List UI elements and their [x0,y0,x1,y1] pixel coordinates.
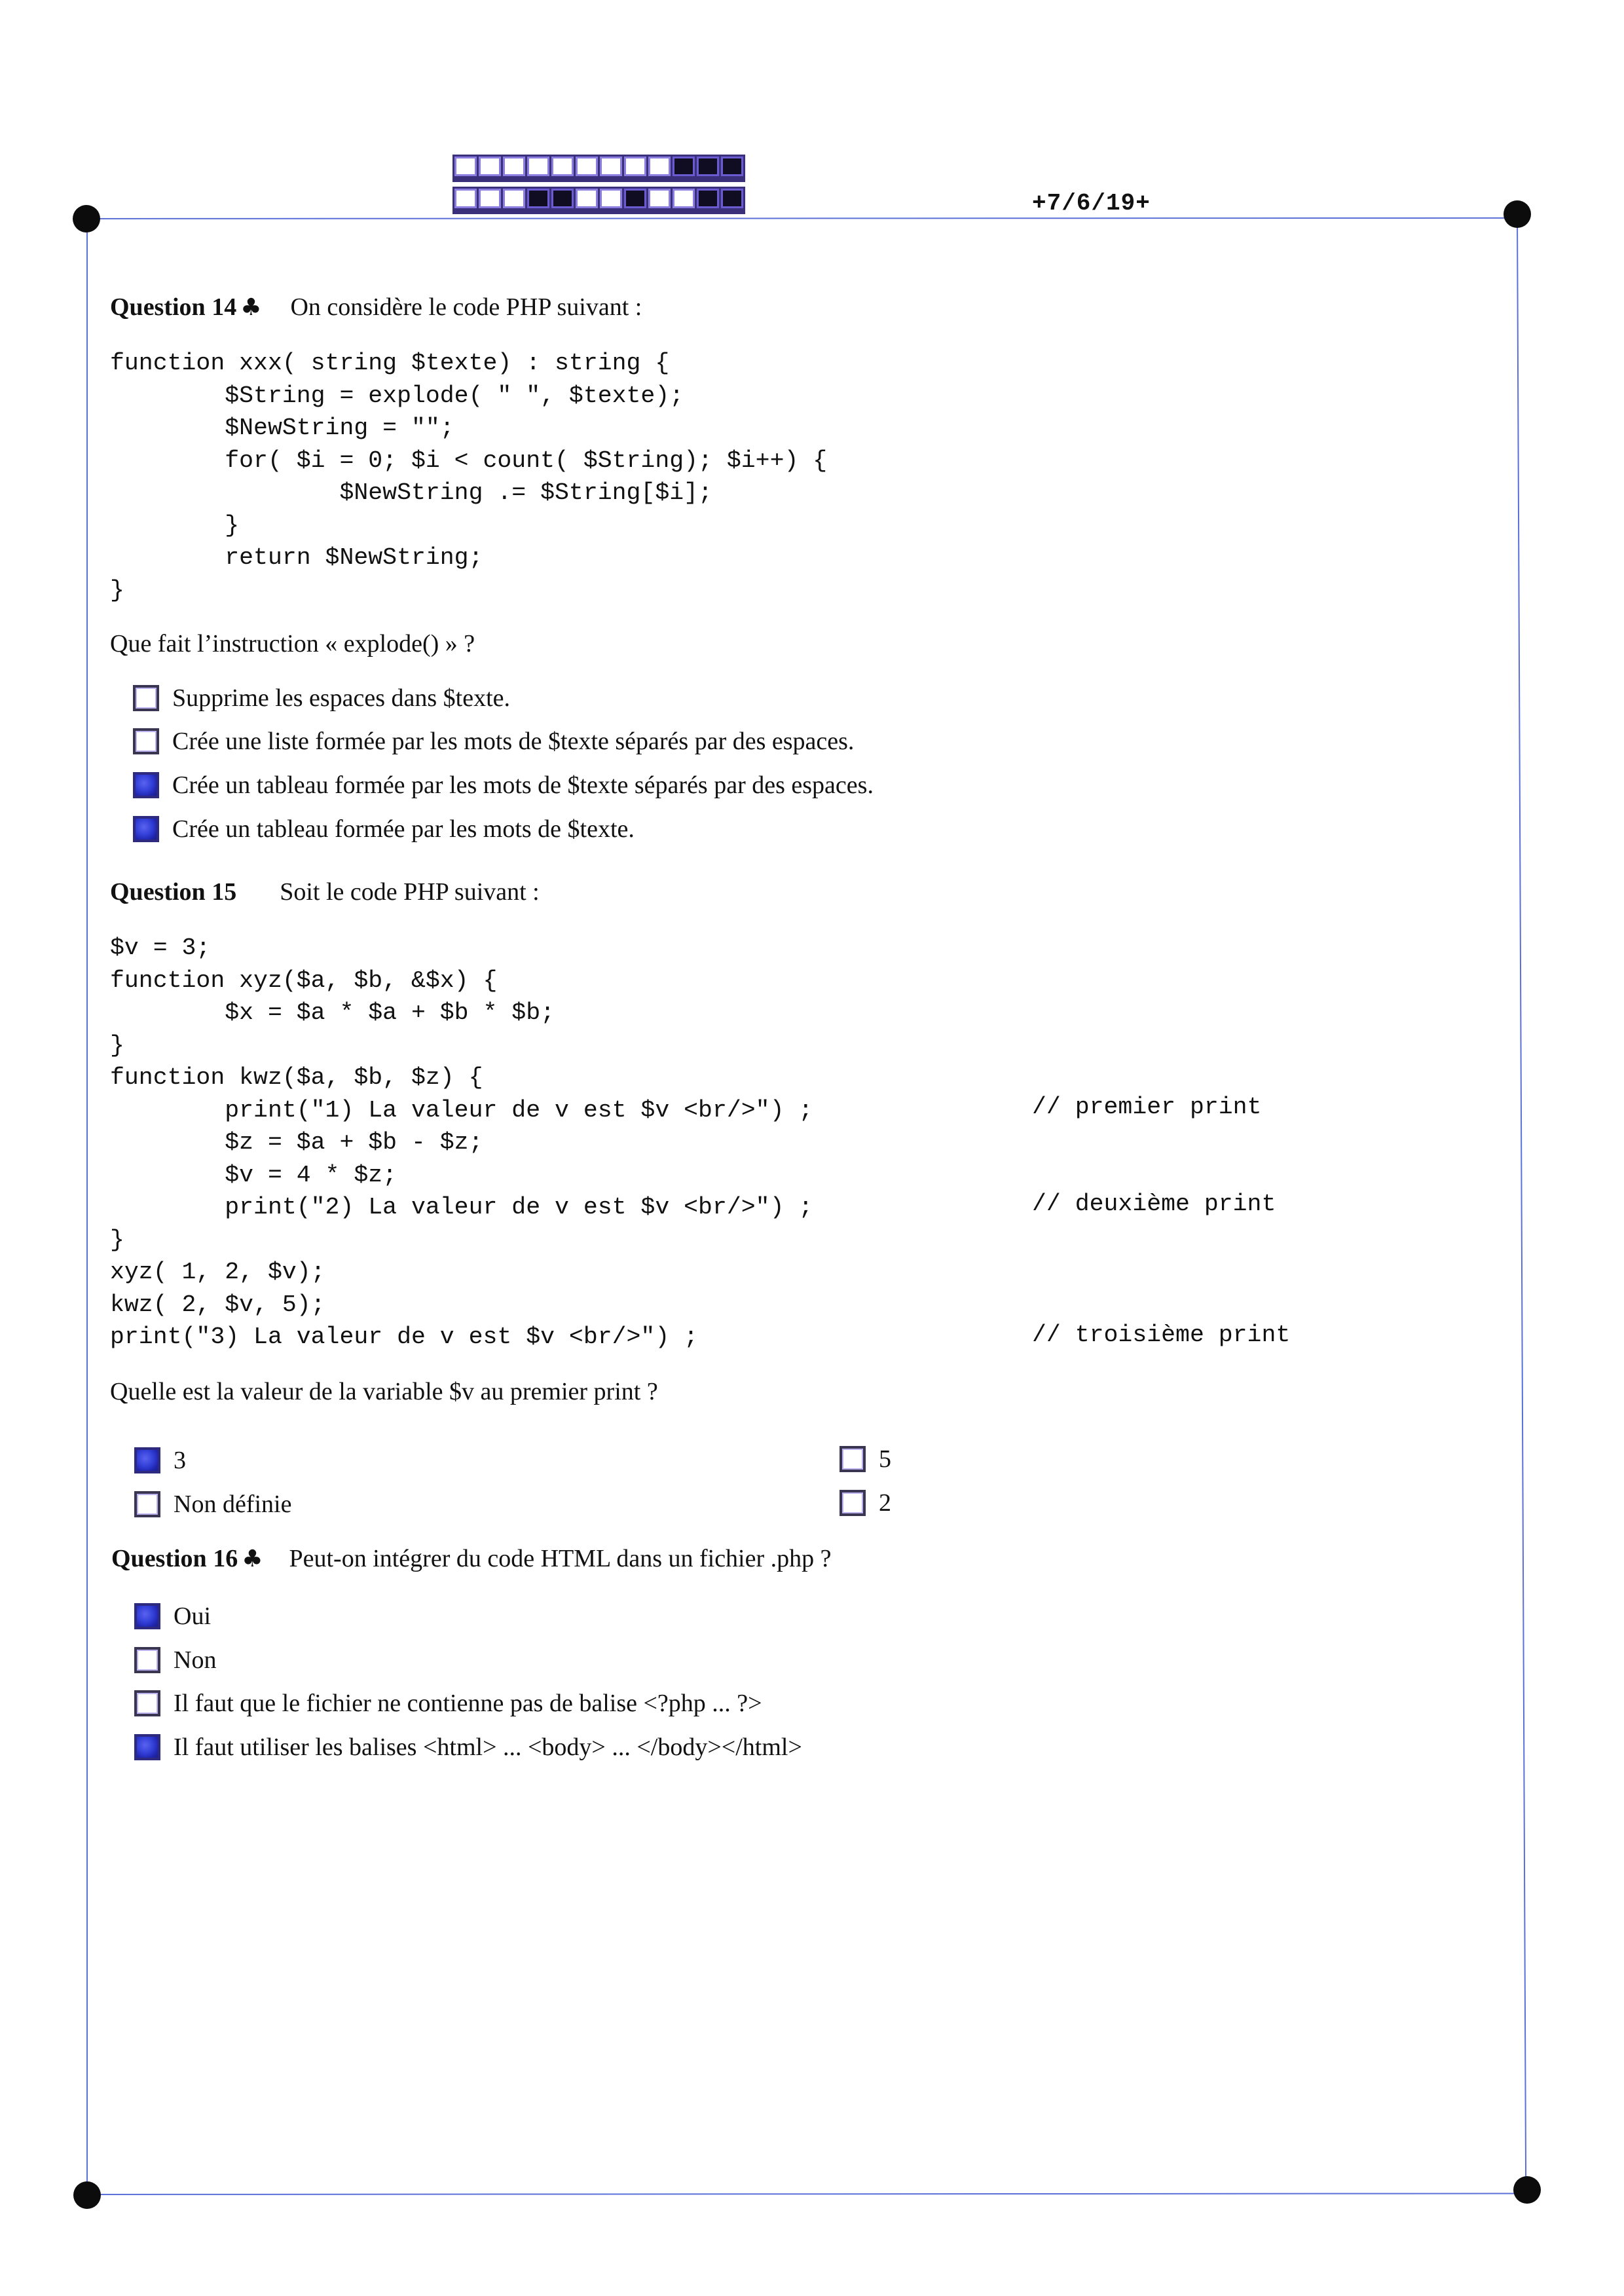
checkbox[interactable] [133,685,159,711]
question-text: On considère le code PHP suivant : [290,293,642,321]
checkbox[interactable] [133,728,159,754]
q16-option-4[interactable] [134,1733,802,1762]
q15-option-1[interactable] [134,1446,186,1475]
checkbox[interactable] [134,1690,160,1716]
checkbox[interactable] [134,1647,160,1673]
corner-mark-bottom-left [73,2181,101,2209]
code-box-full [673,157,695,176]
page-id: +7/6/19+ [1032,190,1151,217]
question-14-header [110,293,642,322]
id-code-row-1 [452,155,745,182]
code-box-empty [454,189,477,208]
checkbox[interactable] [134,1491,160,1517]
frame-right-line [1517,216,1526,2194]
checkbox[interactable] [840,1446,866,1472]
code-box-empty [479,157,501,176]
club-icon: ♣ [242,1546,263,1572]
frame-bottom-line [88,2193,1527,2195]
checkbox-checked[interactable] [134,1447,160,1473]
code-box-empty [648,189,671,208]
code-box-empty [479,189,501,208]
code-box-empty [503,189,525,208]
code-box-full [721,189,743,208]
checkbox-checked[interactable] [133,816,159,842]
q15-option-4[interactable] [840,1489,891,1517]
option-label: 3 [174,1447,186,1474]
comment-deuxieme-print: // deuxième print [1032,1191,1276,1217]
q15-option-3[interactable] [840,1445,891,1473]
checkbox-checked[interactable] [134,1734,160,1760]
q14-option-3[interactable] [133,771,874,800]
option-label: Non définie [174,1491,292,1518]
option-label: Il faut que le fichier ne contienne pas de balise <?php ... ?> [174,1690,762,1717]
code-box-empty [551,157,574,176]
code-box-empty [576,189,598,208]
option-label: Supprime les espaces dans $texte. [172,684,511,712]
question-15-prompt: Quelle est la valeur de la variable $v au premier print ? [110,1378,658,1405]
code-box-full [697,189,719,208]
code-box-empty [454,157,477,176]
q14-option-1[interactable] [133,684,510,713]
question-label: Question 15 [110,878,237,906]
frame-top-line [86,217,1521,219]
question-text: Soit le code PHP suivant : [280,878,540,906]
question-14-prompt: Que fait l’instruction « explode() » ? [110,630,475,657]
option-label: Oui [174,1602,211,1630]
question-15-code: $v = 3; function xyz($a, $b, &$x) { $x = $a * $a + $b * $b; } function kwz($a, $b, $z) { print("1) La valeur de v est $v <br/>") ; $z = $a + $b - $z; $v = 4 * $z; print("2) La valeur de v est $v <br/>") ; } xyz( 1, 2, $v); kwz( 2, $v, 5); print("3) La valeur de v est $v <br/>") ; [110,935,813,1350]
question-15-header [110,878,540,906]
code-box-empty [600,189,622,208]
checkbox[interactable] [840,1490,866,1516]
corner-mark-top-left [73,205,100,232]
option-label: 5 [879,1445,891,1473]
option-label: Crée un tableau formée par les mots de $texte séparés par des espaces. [172,771,874,799]
option-label: Non [174,1646,217,1674]
q15-option-2[interactable] [134,1490,291,1519]
code-box-empty [673,189,695,208]
question-label: Question 16 [111,1545,238,1572]
corner-mark-bottom-right [1513,2176,1541,2204]
code-box-empty [624,157,646,176]
club-icon: ♣ [240,294,262,321]
corner-mark-top-right [1504,200,1531,228]
q16-option-3[interactable] [134,1689,762,1718]
q16-option-2[interactable] [134,1646,216,1675]
checkbox-checked[interactable] [134,1603,160,1629]
comment-premier-print: // premier print [1032,1094,1262,1120]
code-box-full [527,189,549,208]
option-label: Crée une liste formée par les mots de $texte séparés par des espaces. [172,728,855,755]
q14-option-2[interactable] [133,727,854,756]
option-label: Crée un tableau formée par les mots de $texte. [172,815,635,843]
question-label: Question 14 [110,293,237,321]
option-label: 2 [879,1489,891,1517]
question-16-header [111,1544,832,1573]
q14-option-4[interactable] [133,815,635,843]
code-box-full [721,157,743,176]
code-box-empty [600,157,622,176]
question-14-code: function xxx( string $texte) : string { $String = explode( " ", $texte); $NewString = ""; for( $i = 0; $i < count( $String); $i++) { $NewString .= $String[$i]; } return $NewString; } [110,350,828,604]
code-box-empty [576,157,598,176]
code-box-empty [527,157,549,176]
code-box-full [697,157,719,176]
checkbox-checked[interactable] [133,772,159,798]
question-text: Peut-on intégrer du code HTML dans un fichier .php ? [289,1545,832,1572]
option-label: Il faut utiliser les balises <html> ... <body> ... </body></html> [174,1733,802,1761]
code-box-full [551,189,574,208]
code-box-full [624,189,646,208]
id-code-row-2 [452,187,745,214]
q16-option-1[interactable] [134,1602,211,1631]
comment-troisieme-print: // troisième print [1032,1322,1291,1348]
code-box-empty [648,157,671,176]
frame-left-line [86,218,88,2194]
code-box-empty [503,157,525,176]
